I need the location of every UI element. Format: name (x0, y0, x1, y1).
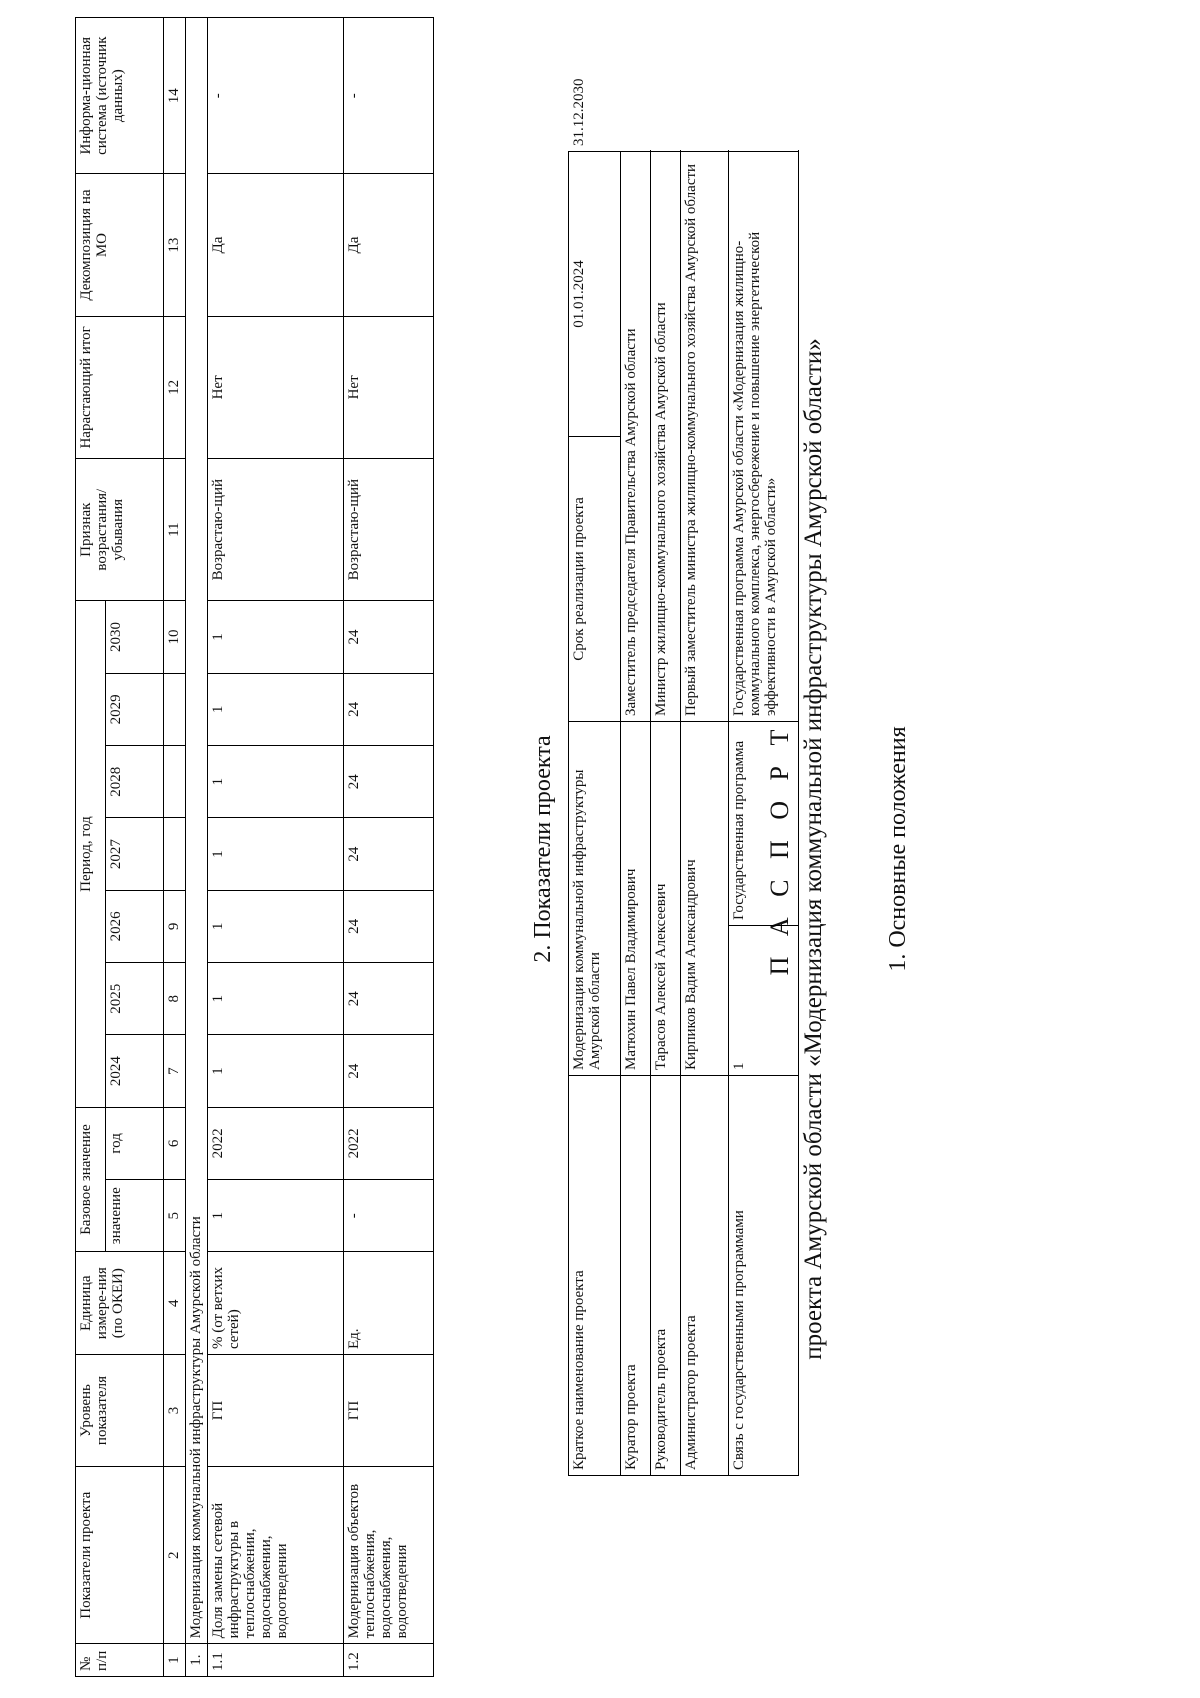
row-year-value: 24 (344, 673, 434, 745)
col-number: 14 (164, 18, 186, 174)
curator-position: Заместитель председателя Правительства Амурской области (621, 151, 651, 721)
col-header-year: 2027 (106, 818, 164, 890)
link-type: Государственная программа (729, 721, 799, 925)
document-subtitle: проекта Амурской области «Модернизация коммунальной инфраструктуры Амурской области» (800, 338, 827, 1360)
row-year-value: 1 (208, 601, 344, 673)
col-header-year: 2025 (106, 963, 164, 1035)
link-value: 1 (729, 926, 799, 1076)
col-header-level: Уровень показателя (76, 1355, 164, 1467)
header-row (76, 18, 106, 1677)
col-header-decomposition: Декомпозиция на МО (76, 174, 164, 316)
curator-name: Матюхин Павел Владимирович (621, 721, 651, 1075)
column-number-row (164, 18, 186, 1677)
row-decomposition: Да (208, 174, 344, 316)
term-start: 01.01.2024 (569, 151, 621, 436)
basic-info-table (568, 78, 799, 1476)
col-header-year: 2030 (106, 601, 164, 673)
col-number: 4 (164, 1252, 186, 1355)
table-row (729, 151, 799, 1475)
row-year-value: 1 (208, 1035, 344, 1107)
col-header-trend: Признак возрастания/убывания (76, 459, 164, 601)
row-info-system: - (208, 18, 344, 174)
admin-label: Администратор проекта (681, 1076, 729, 1476)
row-year-value: 24 (344, 818, 434, 890)
group-num: 1. (186, 1644, 208, 1677)
term-label: Срок реализации проекта (569, 436, 621, 721)
row-year-value: 24 (344, 746, 434, 818)
curator-label: Куратор проекта (621, 1076, 651, 1476)
row-trend: Возрастаю-щий (344, 459, 434, 601)
col-number: 13 (164, 174, 186, 316)
col-number: 7 (164, 1035, 186, 1107)
admin-name: Кирпиков Вадим Александрович (681, 721, 729, 1075)
row-name: Доля замены сетевой инфраструктуры в теплоснабжении, водоснабжении, водоотведении (208, 1467, 344, 1644)
col-number: 5 (164, 1180, 186, 1252)
admin-position: Первый заместитель министра жилищно-коммунального хозяйства Амурской области (681, 151, 729, 721)
row-base-year: 2022 (344, 1107, 434, 1179)
row-cumulative: Нет (208, 316, 344, 458)
table-row (651, 151, 681, 1475)
indicators-table (75, 17, 434, 1677)
row-year-value: 24 (344, 963, 434, 1035)
table-row (681, 151, 729, 1475)
col-header-base: Базовое значение (76, 1107, 106, 1252)
col-header-name: Показатели проекта (76, 1467, 164, 1644)
col-number (164, 818, 186, 890)
col-number: 12 (164, 316, 186, 458)
row-year-value: 1 (208, 890, 344, 962)
row-year-value: 1 (208, 963, 344, 1035)
col-number: 2 (164, 1467, 186, 1644)
short-name-label: Краткое наименование проекта (569, 1076, 621, 1476)
col-header-base-value: значение (106, 1180, 164, 1252)
col-number: 9 (164, 890, 186, 962)
col-header-base-year: год (106, 1107, 164, 1179)
col-header-year: 2028 (106, 746, 164, 818)
col-header-num: № п/п (76, 1644, 164, 1677)
table-row: Краткое наименование проекта Модернизация коммунальной инфраструктуры Амурской области Срок реализации проекта 01.01.2024 31.12.2030 (569, 151, 621, 1475)
row-num: 1.2 (344, 1644, 434, 1677)
col-number: 3 (164, 1355, 186, 1467)
section-heading-indicators: 2. Показатели проекта (530, 735, 556, 963)
section-heading-basic: 1. Основные положения (885, 726, 911, 972)
row-unit: % (от ветхих сетей) (208, 1252, 344, 1355)
col-header-year: 2026 (106, 890, 164, 962)
row-name: Модернизация объектов теплоснабжения, водоснабжения, водоотведения (344, 1467, 434, 1644)
table-row (344, 18, 434, 1677)
col-header-unit: Единица измере-ния (по ОКЕИ) (76, 1252, 164, 1355)
group-title: Модернизация коммунальной инфраструктуры Амурской области (186, 18, 208, 1644)
row-year-value: 24 (344, 890, 434, 962)
row-base-year: 2022 (208, 1107, 344, 1179)
link-label: Связь с государственными программами (729, 1076, 799, 1476)
row-year-value: 1 (208, 673, 344, 745)
row-year-value: 1 (208, 818, 344, 890)
col-number (164, 746, 186, 818)
col-header-info-system: Информа-ционная система (источник данных) (76, 18, 164, 174)
row-trend: Возрастаю-щий (208, 459, 344, 601)
col-number: 10 (164, 601, 186, 673)
head-name: Тарасов Алексей Алексеевич (651, 721, 681, 1075)
col-number: 11 (164, 459, 186, 601)
col-number (164, 673, 186, 745)
col-number: 6 (164, 1107, 186, 1179)
col-number: 8 (164, 963, 186, 1035)
head-label: Руководитель проекта (651, 1076, 681, 1476)
col-header-year: 2029 (106, 673, 164, 745)
row-year-value: 24 (344, 601, 434, 673)
row-num: 1.1 (208, 1644, 344, 1677)
table-row (208, 18, 344, 1677)
row-base-value: - (344, 1180, 434, 1252)
row-info-system: - (344, 18, 434, 174)
table-row (621, 151, 651, 1475)
row-level: ГП (208, 1355, 344, 1467)
col-header-year: 2024 (106, 1035, 164, 1107)
row-base-value: 1 (208, 1180, 344, 1252)
col-header-cumulative: Нарастающий итог (76, 316, 164, 458)
short-name-value: Модернизация коммунальной инфраструктуры Амурской области (569, 721, 621, 1075)
link-program: Государственная программа Амурской области «Модернизация жилищно-коммунального комплекса, энергосбережение и повышение энергетической эффективности в Амурской области» (729, 151, 799, 721)
group-row (186, 18, 208, 1677)
row-year-value: 24 (344, 1035, 434, 1107)
col-header-period: Период, год (76, 601, 106, 1107)
row-unit: Ед. (344, 1252, 434, 1355)
row-decomposition: Да (344, 174, 434, 316)
row-year-value: 1 (208, 746, 344, 818)
row-level: ГП (344, 1355, 434, 1467)
head-position: Министр жилищно-коммунального хозяйства Амурской области (651, 151, 681, 721)
col-number: 1 (164, 1644, 186, 1677)
row-cumulative: Нет (344, 316, 434, 458)
document-title: П А С П О Р Т (765, 722, 794, 976)
